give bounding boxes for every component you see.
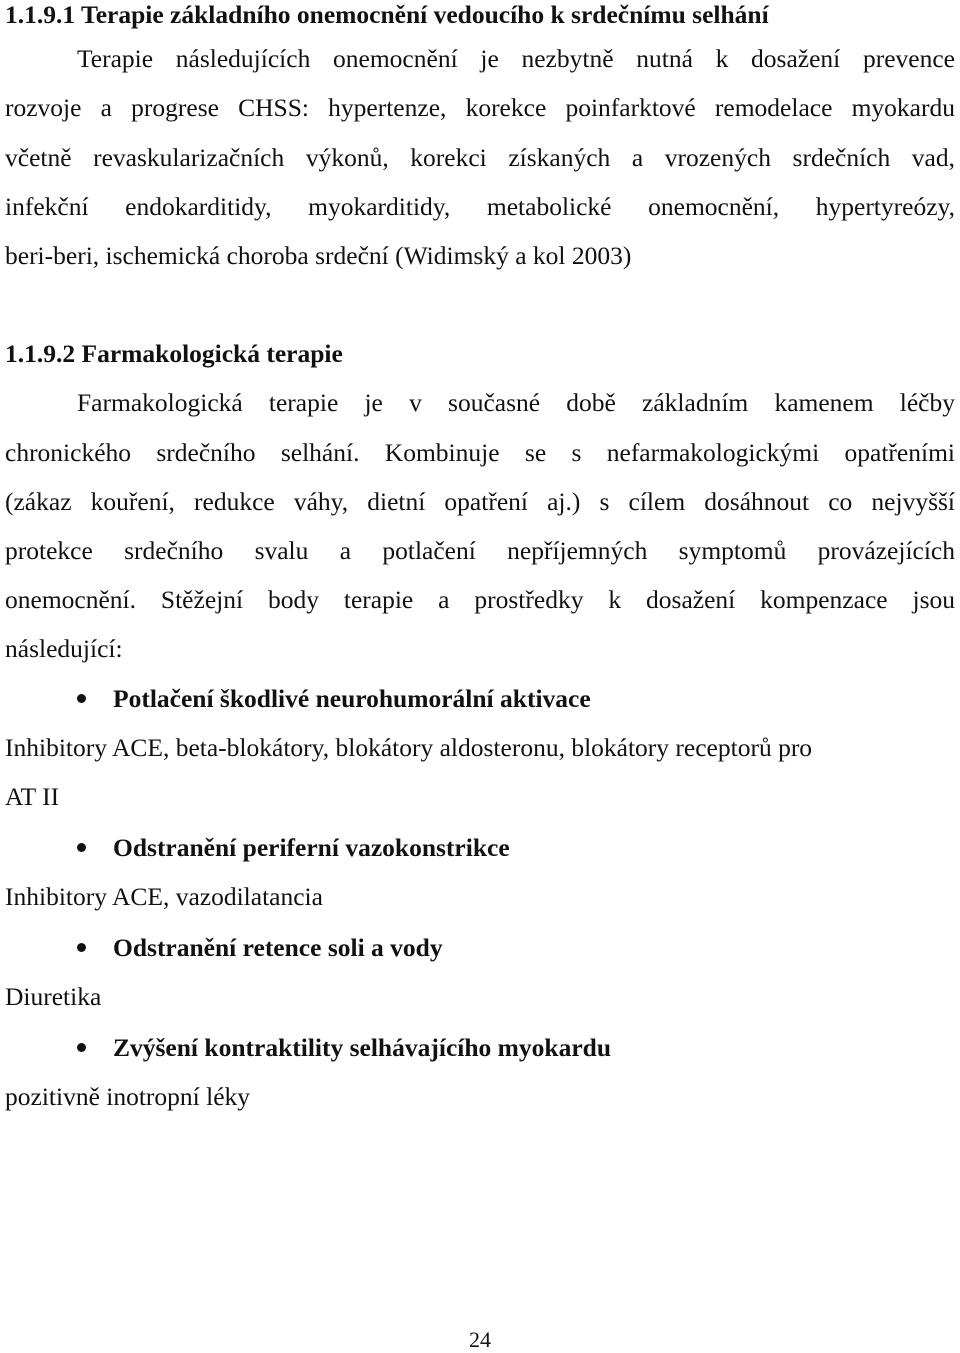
paragraph-line: chronického srdečního selhání. Kombinuje se s nefarmakologickými opatřeními [5, 438, 955, 467]
paragraph-line: infekční endokarditidy, myokarditidy, metabolické onemocnění, hypertyreózy, [5, 192, 955, 221]
section-heading-terapie-zakladniho-onemocneni: 1.1.9.1 Terapie základního onemocnění vedoucího k srdečnímu selhání [5, 0, 769, 29]
paragraph-line: onemocnění. Stěžejní body terapie a prostředky k dosažení kompenzace jsou [5, 585, 955, 614]
paragraph-line: Farmakologická terapie je v současné době základním kamenem léčby [77, 388, 955, 417]
paragraph-line: Terapie následujících onemocnění je nezbytně nutná k dosažení prevence [77, 44, 955, 73]
bullet-icon [77, 843, 86, 852]
bullet-detail-line: AT II [5, 782, 60, 811]
paragraph-line: rozvoje a progrese CHSS: hypertenze, korekce poinfarktové remodelace myokardu [5, 93, 955, 122]
section-heading-farmakologicka-terapie: 1.1.9.2 Farmakologická terapie [5, 339, 343, 368]
paragraph-line: následující: [5, 634, 123, 663]
bullet-icon [77, 1043, 86, 1052]
bullet-detail-line: pozitivně inotropní léky [5, 1082, 251, 1111]
bullet-detail-line: Diuretika [5, 982, 102, 1011]
page-number: 24 [469, 1327, 491, 1352]
bullet-title: Zvýšení kontraktility selhávajícího myokardu [113, 1033, 612, 1062]
bullet-icon [77, 943, 86, 952]
paragraph-line: protekce srdečního svalu a potlačení nepříjemných symptomů provázejících [5, 536, 955, 565]
bullet-title: Odstranění periferní vazokonstrikce [113, 833, 510, 862]
bullet-detail-line: Inhibitory ACE, vazodilatancia [5, 882, 323, 911]
paragraph-line: včetně revaskularizačních výkonů, korekci získaných a vrozených srdečních vad, [5, 143, 955, 172]
bullet-title: Odstranění retence soli a vody [113, 933, 443, 962]
paragraph-line: (zákaz kouření, redukce váhy, dietní opatření aj.) s cílem dosáhnout co nejvyšší [5, 487, 955, 516]
bullet-icon [77, 694, 86, 703]
bullet-title: Potlačení škodlivé neurohumorální aktivace [113, 684, 591, 713]
bullet-detail-line: Inhibitory ACE, beta-blokátory, blokátory aldosteronu, blokátory receptorů pro [5, 733, 813, 762]
paragraph-line: beri-beri, ischemická choroba srdeční (Widimský a kol 2003) [5, 241, 632, 270]
